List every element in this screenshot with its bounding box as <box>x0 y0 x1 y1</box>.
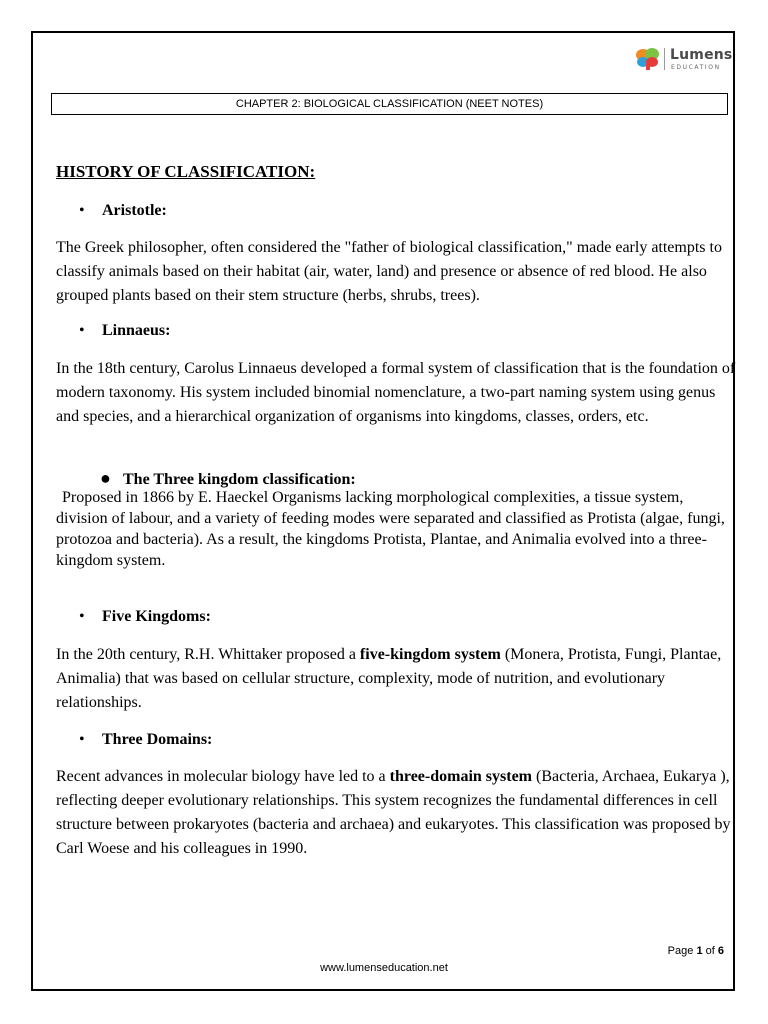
section-three-kingdom-text: Proposed in 1866 by E. Haeckel Organisms lacking morphological complexities, a tissue system, division of labour, and a variety of feeding modes were separated and classified as Protista (algae, fungi, protozoa and bacteria). As a result, the kingdoms Protista, Plantae, and Animalia evolved into a three-kingdom system. <box>56 489 725 569</box>
bullet-icon: ● <box>100 468 111 488</box>
logo-subtitle: EDUCATION <box>671 64 721 71</box>
section-three-kingdom-title <box>100 468 356 489</box>
page-current: 1 <box>696 945 703 957</box>
text-segment: In the 20th century, R.H. Whittaker proposed a <box>56 646 360 663</box>
chapter-title: CHAPTER 2: BIOLOGICAL CLASSIFICATION (NEET NOTES) <box>51 93 728 115</box>
page-total: 6 <box>717 945 724 957</box>
section-title-text: Aristotle: <box>102 202 167 219</box>
section-five-kingdoms-text <box>56 643 736 715</box>
bullet-icon: • <box>79 731 85 748</box>
section-title-text: Linnaeus: <box>102 322 171 339</box>
text-segment: (Monera, Protista, Fungi, Plantae, Animalia) that was based on cellular structure, complexity, mode of nutrition, and evolutionary relationships. <box>56 646 722 711</box>
logo-divider <box>664 48 665 70</box>
section-three-domains-text <box>56 765 736 861</box>
section-title-text: Five Kingdoms: <box>102 608 211 625</box>
lumens-logo <box>634 46 734 74</box>
section-three-domains-title <box>79 731 212 749</box>
bold-term: three-domain system <box>389 768 533 785</box>
section-title-text: The Three kingdom classification: <box>123 471 356 488</box>
section-aristotle-text: The Greek philosopher, often considered the "father of biological classification," made early attempts to classify animals based on their habitat (air, water, land) and presence or absence of red blood. He also grouped plants based on their stem structure (herbs, shrubs, trees). <box>56 239 722 304</box>
bullet-icon: • <box>79 322 85 339</box>
section-five-kingdoms-title <box>79 608 211 626</box>
section-aristotle-title <box>79 202 167 220</box>
text-segment: Recent advances in molecular biology have led to a <box>56 768 390 785</box>
brain-logo-icon <box>634 47 662 71</box>
footer-url: www.lumenseducation.net <box>320 962 448 974</box>
bullet-icon: • <box>79 202 85 219</box>
logo-name: Lumens <box>670 47 733 63</box>
bullet-icon: • <box>79 608 85 625</box>
section-linnaeus-text: In the 18th century, Carolus Linnaeus developed a formal system of classification that is the foundation of modern taxonomy. His system included binomial nomenclature, a two-part naming system using genus and species, and a hierarchical organization of organisms into kingdoms, classes, orders, etc. <box>56 360 736 425</box>
page-label: Page <box>667 945 694 957</box>
text-segment: (Bacteria, Archaea, Eukarya ), reflecting deeper evolutionary relationships. This system recognizes the fundamental differences in cell structure between prokaryotes (bacteria and archaea) and eukaryotes. This classification was proposed by Carl Woese and his colleagues in 1990. <box>56 768 731 857</box>
bold-term: five-kingdom system <box>359 646 501 663</box>
page-of: of <box>705 945 715 957</box>
section-linnaeus-title <box>79 322 170 340</box>
section-title-text: Three Domains: <box>102 731 213 748</box>
page-number <box>640 945 724 957</box>
page-heading: HISTORY OF CLASSIFICATION: <box>56 162 316 181</box>
